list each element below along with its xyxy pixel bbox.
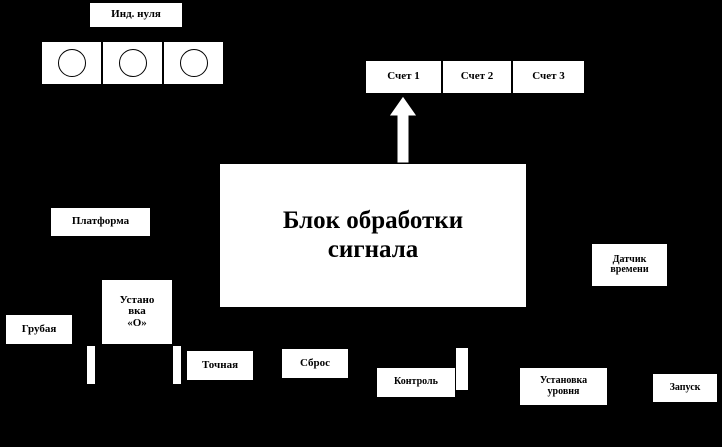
control-label: Контроль [376,367,456,398]
circle-indicator-icon [180,49,208,77]
signal-processing-block [219,163,527,308]
zero-indicator-label: Инд. нуля [89,2,183,28]
level-setting-line2: уровня [547,385,580,397]
zero-indicator-cell-3 [163,41,224,85]
signal-processing-block-line2: сигнала [327,235,419,263]
platform-label: Платформа [50,207,151,237]
circle-indicator-icon [58,49,86,77]
counter-1: Счет 1 [365,60,442,94]
zero-setting-label [101,279,173,345]
zero-indicator-cell-2 [102,41,163,85]
time-sensor-line2: времени [610,264,649,275]
counter-2: Счет 2 [442,60,512,94]
zero-setting-line2: вка [128,305,146,318]
connector-stub-left [86,345,96,385]
circle-indicator-icon [119,49,147,77]
fine-label: Точная [186,350,254,381]
zero-setting-line1: Устано [119,293,155,306]
level-setting-line1: Установка [539,375,588,386]
start-label: Запуск [652,373,718,403]
level-setting-label [519,367,608,406]
reset-label: Сброс [281,348,349,379]
coarse-label: Грубая [5,314,73,345]
time-sensor-label [591,243,668,287]
zero-setting-line3: «О» [127,316,147,329]
zero-indicator-cell-1 [41,41,102,85]
connector-stub-right [455,347,469,391]
arrow-up-icon [388,96,418,164]
counter-3: Счет 3 [512,60,585,94]
signal-processing-block-line1: Блок обработки [282,206,464,234]
connector-stub-mid [172,345,182,385]
time-sensor-line1: Датчик [612,253,647,265]
